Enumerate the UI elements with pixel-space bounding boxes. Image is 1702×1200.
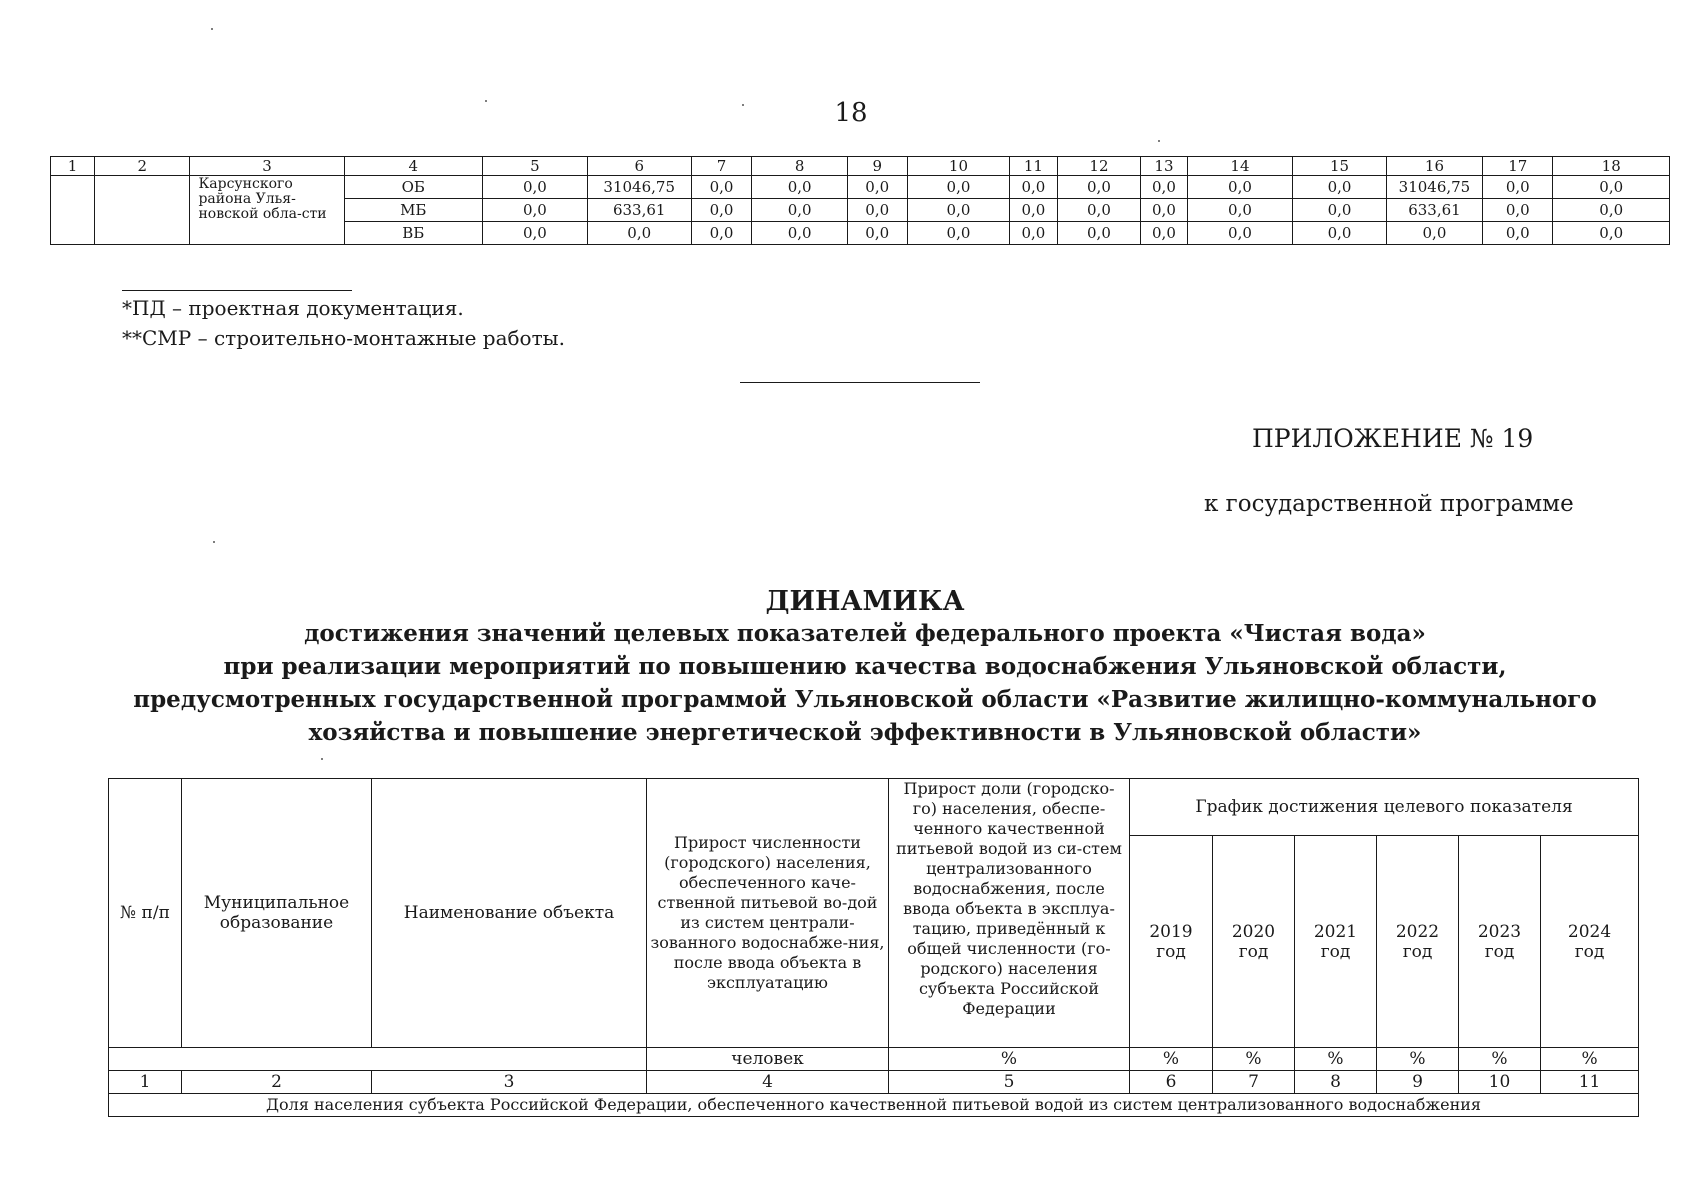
table-header-row	[109, 779, 1639, 836]
col-header-schedule: График достижения целевого показателя	[1130, 779, 1639, 836]
column-number: 6	[587, 157, 691, 176]
document-subtitle-line: предусмотренных государственной программой Ульяновской области «Развитие жилищно-коммунального	[133, 686, 1597, 713]
value-cell: 0,0	[482, 176, 587, 199]
column-number: 13	[1141, 157, 1187, 176]
section-title: Доля населения субъекта Российской Федерации, обеспеченного качественной питьевой водой из систем централизованного водоснабжения	[109, 1094, 1639, 1117]
value-cell: 0,0	[691, 222, 752, 245]
value-cell: 0,0	[1057, 222, 1141, 245]
section-row	[109, 1094, 1639, 1117]
funding-table	[50, 156, 1670, 245]
value-cell: 0,0	[907, 176, 1010, 199]
column-number: 7	[1213, 1071, 1295, 1094]
unit-cell: %	[1459, 1048, 1541, 1071]
appendix-reference: к государственной программе	[1204, 491, 1574, 517]
value-cell: 0,0	[1553, 176, 1670, 199]
column-number: 14	[1187, 157, 1293, 176]
value-cell: 0,0	[1483, 199, 1553, 222]
column-number: 8	[752, 157, 847, 176]
document-subtitle-line: при реализации мероприятий по повышению качества водоснабжения Ульяновской области,	[223, 653, 1507, 680]
scan-speck	[485, 100, 487, 102]
fund-type: ОБ	[344, 176, 482, 199]
col-header-year: 2020 год	[1213, 836, 1295, 1048]
col-header-year: 2021 год	[1295, 836, 1377, 1048]
column-number: 3	[372, 1071, 647, 1094]
document-title: ДИНАМИКА	[765, 586, 965, 617]
column-number: 18	[1553, 157, 1670, 176]
unit-cell: %	[1541, 1048, 1639, 1071]
unit-cell: %	[889, 1048, 1130, 1071]
column-number: 5	[482, 157, 587, 176]
column-number: 7	[691, 157, 752, 176]
column-number: 8	[1295, 1071, 1377, 1094]
value-cell: 0,0	[1386, 222, 1482, 245]
footnote-smr: **СМР – строительно-монтажные работы.	[122, 326, 565, 350]
section-separator	[740, 382, 980, 383]
value-cell: 633,61	[587, 199, 691, 222]
column-number: 9	[847, 157, 907, 176]
value-cell: 0,0	[752, 222, 847, 245]
column-numbers-row	[109, 1071, 1639, 1094]
column-number: 4	[344, 157, 482, 176]
fund-type: ВБ	[344, 222, 482, 245]
table-row	[51, 176, 1670, 199]
column-number: 10	[907, 157, 1010, 176]
unit-cell: %	[1213, 1048, 1295, 1071]
value-cell: 0,0	[847, 176, 907, 199]
organization-name: Карсунского района Улья-новской обла-сти	[190, 176, 344, 245]
scan-speck	[321, 758, 323, 760]
value-cell: 0,0	[1187, 222, 1293, 245]
column-number: 5	[889, 1071, 1130, 1094]
value-cell: 0,0	[1293, 199, 1386, 222]
column-number: 11	[1010, 157, 1057, 176]
fund-type: МБ	[344, 199, 482, 222]
value-cell: 0,0	[1293, 222, 1386, 245]
col-header-year: 2023 год	[1459, 836, 1541, 1048]
value-cell: 0,0	[1141, 222, 1187, 245]
value-cell: 633,61	[1386, 199, 1482, 222]
value-cell: 0,0	[907, 222, 1010, 245]
target-indicators-table	[108, 778, 1639, 1117]
value-cell: 0,0	[1057, 199, 1141, 222]
value-cell: 0,0	[1010, 199, 1057, 222]
empty-cell	[109, 1048, 647, 1071]
col-header-year: 2019 год	[1130, 836, 1213, 1048]
scan-speck	[211, 28, 213, 30]
value-cell: 0,0	[1187, 199, 1293, 222]
value-cell: 0,0	[1293, 176, 1386, 199]
document-subtitle-line: хозяйства и повышение энергетической эффективности в Ульяновской области»	[308, 719, 1422, 746]
column-number: 15	[1293, 157, 1386, 176]
value-cell: 0,0	[1141, 176, 1187, 199]
value-cell: 0,0	[482, 222, 587, 245]
value-cell: 0,0	[1553, 222, 1670, 245]
col-header-object: Наименование объекта	[372, 779, 647, 1048]
column-number: 1	[51, 157, 95, 176]
document-subtitle-line: достижения значений целевых показателей федерального проекта «Чистая вода»	[304, 620, 1426, 647]
page-number: 18	[834, 98, 868, 128]
footnote-rule	[122, 290, 352, 291]
unit-cell: человек	[647, 1048, 889, 1071]
value-cell: 0,0	[752, 199, 847, 222]
col-header-number: № п/п	[109, 779, 182, 1048]
units-row	[109, 1048, 1639, 1071]
value-cell: 0,0	[1483, 222, 1553, 245]
value-cell: 0,0	[1010, 222, 1057, 245]
column-number: 16	[1386, 157, 1482, 176]
scan-speck	[213, 541, 215, 543]
col-header-population-growth: Прирост численности (городского) населения, обеспеченного каче-ственной питьевой во-дой из систем централи-зованного водоснабже-ния, после ввода объекта в эксплуатацию	[647, 779, 889, 1048]
scan-speck	[1158, 140, 1160, 142]
unit-cell: %	[1295, 1048, 1377, 1071]
column-number: 12	[1057, 157, 1141, 176]
col-header-year: 2022 год	[1377, 836, 1459, 1048]
unit-cell: %	[1130, 1048, 1213, 1071]
value-cell: 31046,75	[1386, 176, 1482, 199]
value-cell: 0,0	[1187, 176, 1293, 199]
empty-cell	[95, 176, 190, 245]
value-cell: 0,0	[1010, 176, 1057, 199]
footnote-pd: *ПД – проектная документация.	[122, 296, 464, 320]
value-cell: 0,0	[1141, 199, 1187, 222]
column-number: 4	[647, 1071, 889, 1094]
column-number: 10	[1459, 1071, 1541, 1094]
value-cell: 0,0	[691, 176, 752, 199]
column-number: 6	[1130, 1071, 1213, 1094]
column-number: 3	[190, 157, 344, 176]
unit-cell: %	[1377, 1048, 1459, 1071]
value-cell: 0,0	[847, 222, 907, 245]
column-number: 9	[1377, 1071, 1459, 1094]
value-cell: 0,0	[1057, 176, 1141, 199]
scan-speck	[742, 104, 744, 106]
funding-table-header-row	[51, 157, 1670, 176]
value-cell: 0,0	[587, 222, 691, 245]
value-cell: 0,0	[1483, 176, 1553, 199]
col-header-municipality: Муниципальное образование	[182, 779, 372, 1048]
value-cell: 0,0	[482, 199, 587, 222]
col-header-year: 2024 год	[1541, 836, 1639, 1048]
appendix-number: ПРИЛОЖЕНИЕ № 19	[1252, 424, 1534, 453]
column-number: 11	[1541, 1071, 1639, 1094]
value-cell: 0,0	[847, 199, 907, 222]
column-number: 2	[95, 157, 190, 176]
value-cell: 0,0	[691, 199, 752, 222]
column-number: 17	[1483, 157, 1553, 176]
column-number: 2	[182, 1071, 372, 1094]
value-cell: 0,0	[907, 199, 1010, 222]
col-header-share-growth: Прирост доли (городско-го) населения, обеспе-ченного качественной питьевой водой из си-стем централизованного водоснабжения, после ввода объекта в эксплуа-тацию, приведённый к общей численности (го-родского) населения субъекта Российской Федерации	[889, 779, 1130, 1048]
value-cell: 0,0	[1553, 199, 1670, 222]
value-cell: 31046,75	[587, 176, 691, 199]
empty-cell	[51, 176, 95, 245]
value-cell: 0,0	[752, 176, 847, 199]
column-number: 1	[109, 1071, 182, 1094]
